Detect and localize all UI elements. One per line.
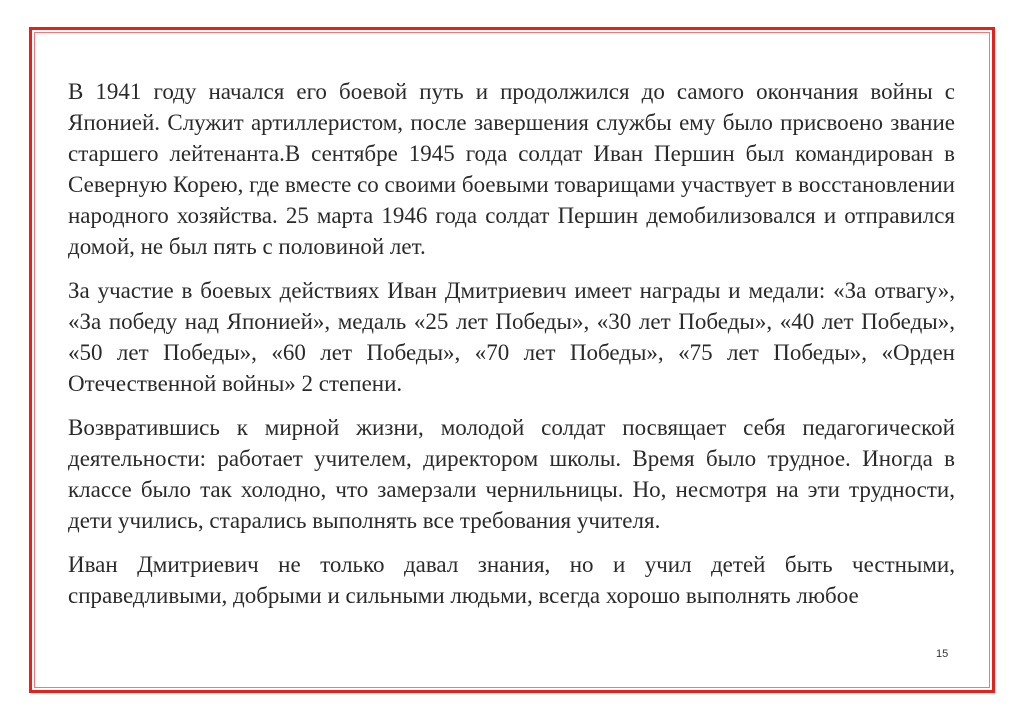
page-number: 15 bbox=[936, 648, 949, 660]
paragraph-3: Возвратившись к мирной жизни, молодой солдат посвящает себя педагогической деятельности: работает учителем, директором школы. Время было трудное. Иногда в классе было так холодно, что замерзали чернильницы. Но, несмотря на эти трудности, дети учились, старались выполнять все требования учителя. bbox=[68, 415, 955, 533]
body-text bbox=[68, 76, 955, 624]
paragraph-2: За участие в боевых действиях Иван Дмитриевич имеет награды и медали: «За отвагу», «За победу над Японией», медаль «25 лет Победы», «30 лет Победы», «40 лет Победы», «50 лет Победы», «60 лет Победы», «70 лет Победы», «75 лет Победы», «Орден Отечественной войны» 2 степени. bbox=[68, 278, 955, 396]
paragraph-1: В 1941 году начался его боевой путь и продолжился до самого окончания войны с Японией. Служит артиллеристом, после завершения службы ему было присвоено звание старшего лейтенанта.В сентябре 1945 года солдат Иван Першин был командирован в Северную Корею, где вместе со своими боевыми товарищами участвует в восстановлении народного хозяйства. 25 марта 1946 года солдат Першин демобилизовался и отправился домой, не был пять с половиной лет. bbox=[68, 79, 955, 259]
paragraph-4: Иван Дмитриевич не только давал знания, но и учил детей быть честными, справедливыми, добрыми и сильными людьми, всегда хорошо выполнять любое bbox=[68, 552, 955, 608]
